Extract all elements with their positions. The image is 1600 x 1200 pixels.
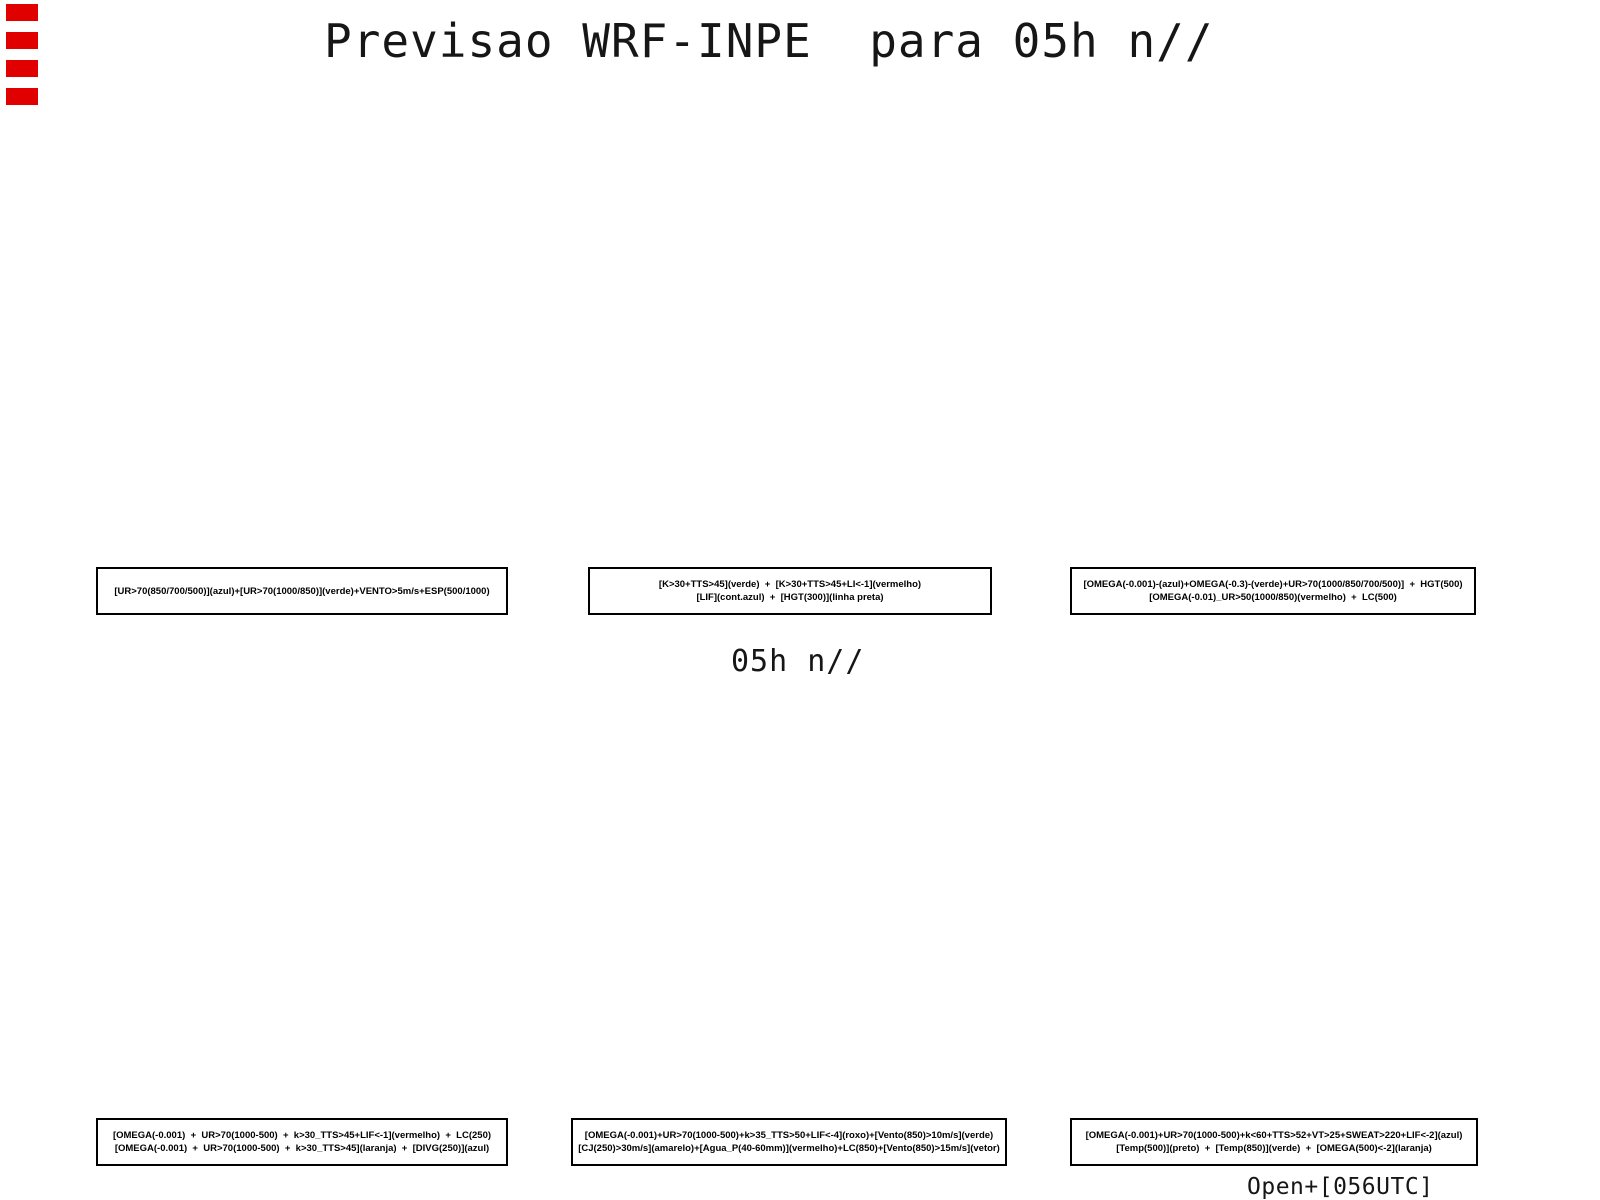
legend-panel-top-middle [588,567,992,615]
legend-text: [UR>70(850/700/500)](azul)+[UR>70(1000/850)](verde)+VENTO>5m/s+ESP(500/1000) [114,585,490,597]
legend-panel-top-right [1070,567,1476,615]
legend-text: [OMEGA(-0.001) + UR>70(1000-500) + k>30_TTS>45](laranja) + [DIVG(250)](azul) [114,1143,490,1154]
broken-image-icon [6,32,38,49]
broken-image-icon [6,60,38,77]
legend-panel-bottom-middle [571,1118,1007,1166]
legend-text: [Temp(500)](preto) + [Temp(850)](verde) + [OMEGA(500)<-2](laranja) [1116,1143,1432,1154]
legend-panel-top-left [96,567,508,615]
footer-open-label: Open+[056UTC] [1247,1174,1434,1200]
hour-label: 05h n// [731,644,865,679]
broken-image-icon [6,4,38,21]
legend-text: [OMEGA(-0.001)-(azul)+OMEGA(-0.3)-(verde)+UR>70(1000/850/700/500)] + HGT(500) [1083,579,1463,590]
legend-text: [OMEGA(-0.001)+UR>70(1000-500)+k>35_TTS>50+LIF<-4](roxo)+[Vento(850)>10m/s](verde) [584,1130,994,1141]
legend-text: [LIF](cont.azul) + [HGT(300)](linha preta) [696,592,884,603]
legend-panel-bottom-left [96,1118,508,1166]
legend-panel-bottom-right [1070,1118,1478,1166]
legend-text: [OMEGA(-0.01)_UR>50(1000/850)(vermelho) + LC(500) [1149,592,1397,603]
legend-text: [OMEGA(-0.001) + UR>70(1000-500) + k>30_TTS>45+LIF<-1](vermelho) + LC(250) [112,1130,492,1141]
legend-text: [K>30+TTS>45](verde) + [K>30+TTS>45+LI<-1](vermelho) [658,579,922,590]
page-title: Previsao WRF-INPE para 05h n// [324,14,1214,68]
broken-image-icon [6,88,38,105]
legend-text: [CJ(250)>30m/s](amarelo)+[Agua_P(40-60mm)](vermelho)+LC(850)+[Vento(850)>15m/s](vetor) [578,1143,1000,1154]
legend-text: [OMEGA(-0.001)+UR>70(1000-500)+k<60+TTS>52+VT>25+SWEAT>220+LIF<-2](azul) [1085,1130,1463,1141]
